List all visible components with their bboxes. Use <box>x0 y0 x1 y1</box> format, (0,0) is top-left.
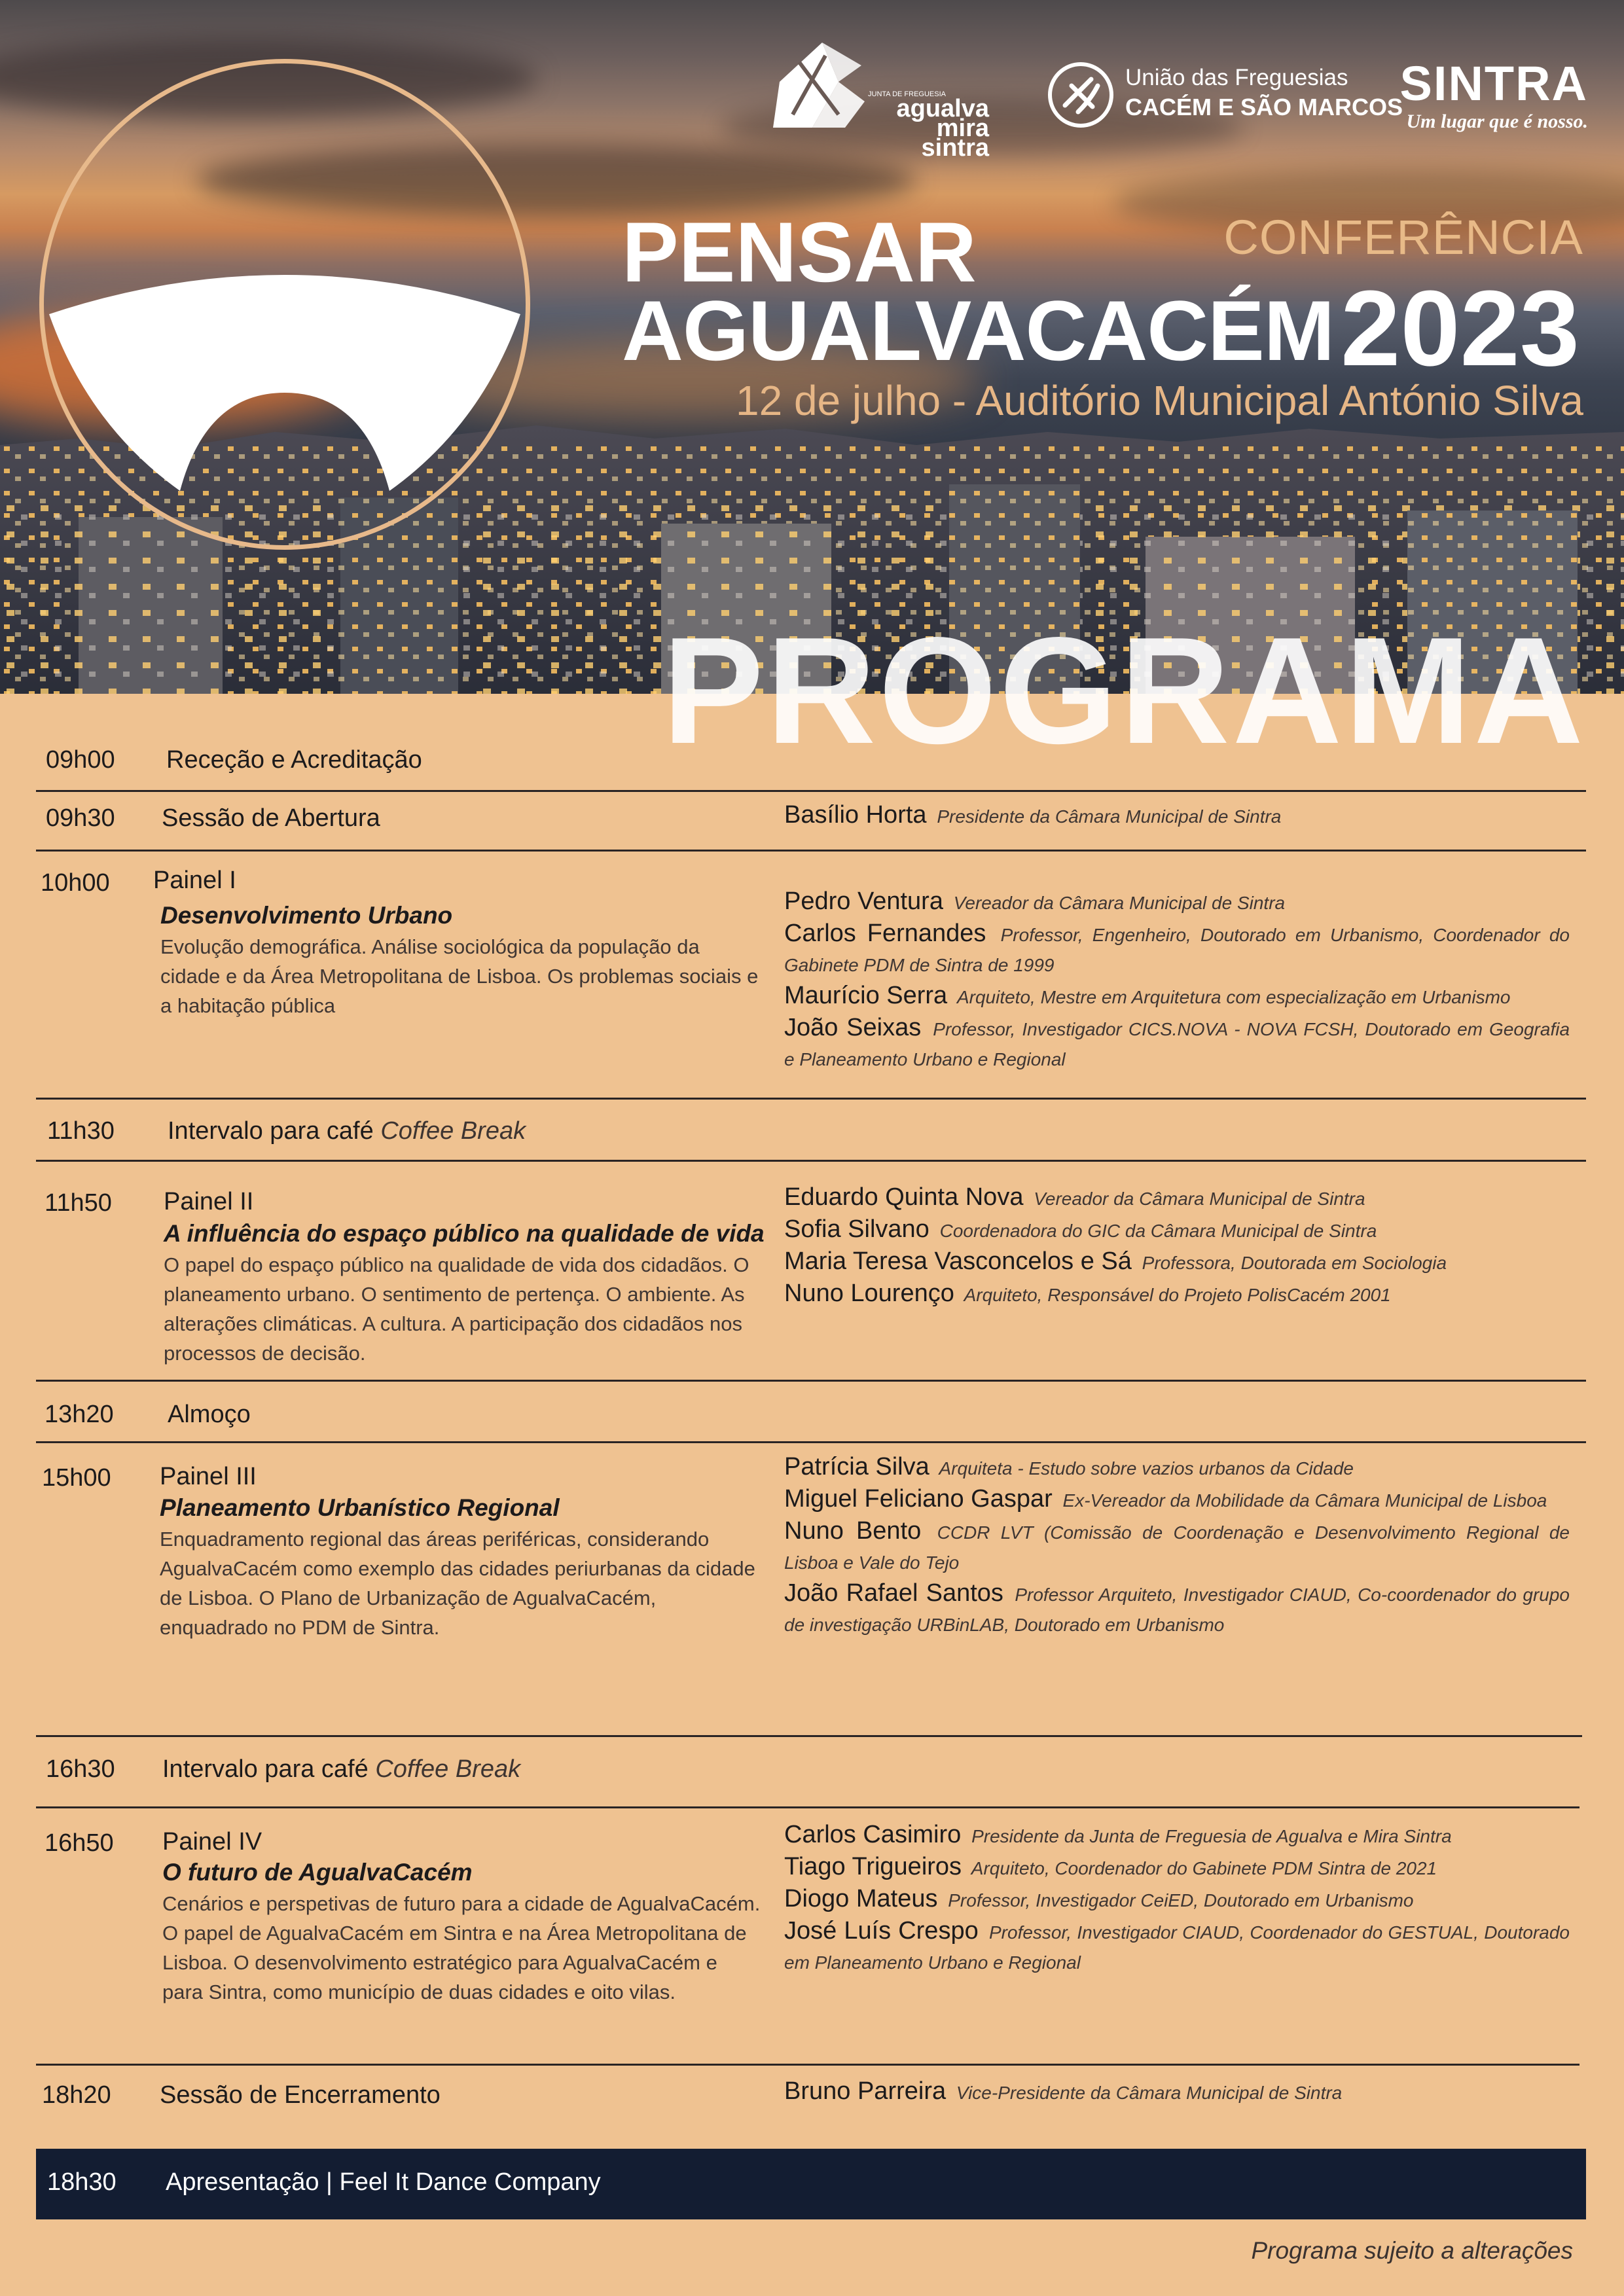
speaker-list <box>784 800 1570 832</box>
time: 09h00 <box>46 746 115 774</box>
speaker: Sofia Silvano Coordenadora do GIC da Câmara Municipal de Sintra <box>784 1215 1377 1243</box>
speaker: Diogo Mateus Professor, Investigador CeiED, Doutorado em Urbanismo <box>784 1885 1414 1912</box>
speaker-list <box>784 1452 1570 1640</box>
speaker: Patrícia Silva Arquiteta - Estudo sobre vazios urbanos da Cidade <box>784 1453 1354 1480</box>
session-label: Intervalo para café Coffee Break <box>162 1755 521 1783</box>
title-line1: PENSAR <box>622 204 977 300</box>
speaker-list <box>784 1820 1570 1978</box>
time: 15h00 <box>42 1464 111 1492</box>
divider <box>36 1160 1586 1162</box>
speaker-list <box>784 2076 1570 2108</box>
uniao-line1: União das Freguesias <box>1125 65 1348 90</box>
junta-name: agualva mira sintra <box>896 95 989 162</box>
speaker: Basílio Horta Presidente da Câmara Municipal de Sintra <box>784 801 1282 829</box>
session-label: Receção e Acreditação <box>166 746 422 774</box>
sintra-logo <box>1379 56 1588 141</box>
panel-description: O papel do espaço público na qualidade de vida dos cidadãos. O planeamento urbano. O sentimento de pertença. O ambiente. As alterações climáticas. A cultura. A participação dos cidadãos nos processos de decisão. <box>164 1253 749 1365</box>
footnote: Programa sujeito a alterações <box>1251 2237 1573 2264</box>
divider <box>36 2064 1579 2066</box>
divider <box>36 1098 1586 1100</box>
time: 11h30 <box>47 1117 115 1145</box>
session-label: Sessão de Encerramento <box>160 2081 441 2109</box>
speaker: Carlos Fernandes Professor, Engenheiro, Doutorado em Urbanismo, Coordenador do Gabinete PDM de Sintra de 1999 <box>784 920 1570 975</box>
time: 13h20 <box>45 1401 114 1428</box>
time: 18h30 <box>47 2168 117 2196</box>
uniao-emblem-icon <box>1048 62 1113 128</box>
speaker: Tiago Trigueiros Arquiteto, Coordenador do Gabinete PDM Sintra de 2021 <box>784 1853 1437 1880</box>
panel-description: Cenários e perspetivas de futuro para a cidade de AgualvaCacém. O papel de AgualvaCacém em Sintra e na Área Metropolitana de Lisboa. O desenvolvimento estratégico para AgualvaCacém e para Sintra, como município de duas cidades e oito vilas. <box>162 1892 761 2003</box>
sintra-name: SINTRA <box>1399 56 1588 111</box>
sponsor-logos <box>760 36 1588 162</box>
event-subtitle: 12 de julho - Auditório Municipal António Silva <box>735 377 1583 424</box>
speaker: Maria Teresa Vasconcelos e Sá Professora, Doutorada em Sociologia <box>784 1247 1447 1275</box>
session-label: Sessão de Abertura <box>162 804 380 832</box>
time: 18h20 <box>42 2081 111 2109</box>
speaker: Miguel Feliciano Gaspar Ex-Vereador da Mobilidade da Câmara Municipal de Lisboa <box>784 1485 1547 1513</box>
speaker: Nuno Lourenço Arquiteto, Responsável do Projeto PolisCacém 2001 <box>784 1280 1391 1307</box>
hero-banner <box>0 0 1624 694</box>
speaker: Nuno Bento CCDR LVT (Comissão de Coordenação e Desenvolvimento Regional de Lisboa e Vale do Tejo <box>784 1517 1570 1573</box>
speaker: João Rafael Santos Professor Arquiteto, Investigador CIAUD, Co-coordenador do grupo de investigação URBinLAB, Doutorado em Urbanismo <box>784 1579 1570 1635</box>
session-label: Apresentação | Feel It Dance Company <box>166 2168 601 2196</box>
divider <box>36 790 1586 792</box>
speaker-list <box>784 886 1570 1075</box>
time: 16h50 <box>45 1829 114 1857</box>
panel-title: Painel I <box>153 867 236 894</box>
time: 10h00 <box>41 869 110 897</box>
title-line2: AGUALVACACÉM <box>622 283 1335 378</box>
speaker: Pedro Ventura Vereador da Câmara Municipal de Sintra <box>784 888 1286 915</box>
programa-heading: PROGRAMA <box>662 606 1586 776</box>
session-label: Intervalo para café Coffee Break <box>168 1117 526 1145</box>
panel-description: Evolução demográfica. Análise sociológica da população da cidade e da Área Metropolitana de Lisboa. Os problemas sociais e a habitação pública <box>160 935 759 1017</box>
uniao-line2: CACÉM E SÃO MARCOS <box>1125 94 1403 120</box>
time: 11h50 <box>45 1189 112 1217</box>
panel-subtitle: Desenvolvimento Urbano <box>160 902 453 929</box>
divider <box>36 850 1586 852</box>
panel-title: Painel IV <box>162 1828 262 1856</box>
divider <box>36 1735 1582 1737</box>
event-label: CONFERÊNCIA <box>1223 210 1583 264</box>
panel-subtitle: Planeamento Urbanístico Regional <box>160 1494 560 1521</box>
sintra-tagline: Um lugar que é nosso. <box>1406 111 1588 132</box>
divider <box>36 1380 1586 1382</box>
panel-description: Enquadramento regional das áreas periféricas, considerando AgualvaCacém como exemplo das cidades periurbanas da cidade de Lisboa. O Plano de Urbanização de AgualvaCacém, enquadrado no PDM de Sintra. <box>160 1528 755 1639</box>
junta-freguesia-logo <box>760 36 996 162</box>
divider <box>36 1806 1579 1808</box>
speaker: Carlos Casimiro Presidente da Junta de Freguesia de Agualva e Mira Sintra <box>784 1821 1452 1848</box>
speaker: Eduardo Quinta Nova Vereador da Câmara Municipal de Sintra <box>784 1183 1365 1211</box>
speaker: João Seixas Professor, Investigador CICS.NOVA - NOVA FCSH, Doutorado em Geografia e Planeamento Urbano e Regional <box>784 1014 1570 1069</box>
speaker: José Luís Crespo Professor, Investigador CIAUD, Coordenador do GESTUAL, Doutorado em Planeamento Urbano e Regional <box>784 1917 1570 1973</box>
speaker: Bruno Parreira Vice-Presidente da Câmara Municipal de Sintra <box>784 2077 1343 2105</box>
speaker: Maurício Serra Arquiteto, Mestre em Arquitetura com especialização em Urbanismo <box>784 982 1511 1009</box>
panel-subtitle: O futuro de AgualvaCacém <box>162 1859 473 1886</box>
panel-title: Painel II <box>164 1188 254 1215</box>
divider <box>36 1441 1586 1443</box>
uniao-freguesias-logo <box>1048 62 1403 141</box>
time: 16h30 <box>46 1755 115 1783</box>
panel-title: Painel III <box>160 1463 257 1490</box>
title-year: 2023 <box>1341 268 1579 388</box>
session-label: Almoço <box>168 1401 251 1428</box>
time: 09h30 <box>46 804 115 832</box>
arch-shape <box>49 262 520 497</box>
panel-subtitle: A influência do espaço público na qualidade de vida <box>164 1220 765 1247</box>
junta-small-text: JUNTA DE FREGUESIA <box>868 90 946 98</box>
speaker-list <box>784 1182 1570 1310</box>
